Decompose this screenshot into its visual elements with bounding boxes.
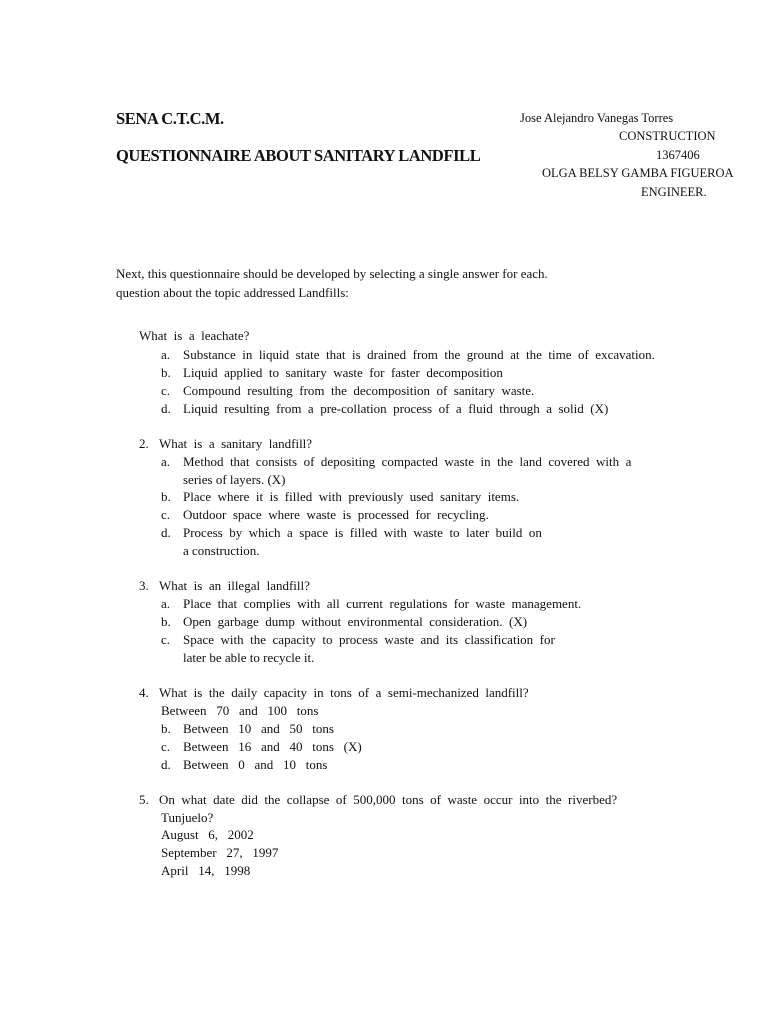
question-5: On what date did the collapse of 500,000 tons of waste occur into the riverbed? (159, 792, 618, 807)
q4-option-d-label: d. (161, 757, 171, 772)
document-subtitle: QUESTIONNAIRE ABOUT SANITARY LANDFILL (116, 146, 481, 165)
q4-option-c: Between 16 and 40 tons (X) (183, 739, 362, 754)
q2-option-b-label: b. (161, 489, 171, 504)
document-title: SENA C.T.C.M. (116, 109, 224, 128)
question-3: What is an illegal landfill? (159, 578, 310, 593)
q4-option-b: Between 10 and 50 tons (183, 721, 334, 736)
q2-option-b: Place where it is filled with previously used sanitary items. (183, 489, 520, 504)
q2-option-d-line-2: a construction. (183, 543, 260, 558)
q2-option-c: Outdoor space where waste is processed for recycling. (183, 507, 489, 522)
course-code: 1367406 (656, 148, 700, 162)
q4-option-c-label: c. (161, 739, 171, 754)
q1-option-d-label: d. (161, 401, 171, 416)
intro-line-1: Next, this questionnaire should be developed by selecting a single answer for each. (116, 266, 548, 281)
q2-option-d-line-1: Process by which a space is filled with waste to later build on (183, 525, 542, 540)
q3-number: 3. (139, 578, 149, 593)
instructor-name: OLGA BELSY GAMBA FIGUEROA (542, 166, 734, 180)
q2-number: 2. (139, 436, 149, 451)
q5-option-b: September 27, 1997 (161, 845, 279, 860)
q2-option-a-line-2: series of layers. (X) (183, 472, 286, 487)
q1-option-d: Liquid resulting from a pre-collation process of a fluid through a solid (X) (183, 401, 609, 416)
q4-option-b-label: b. (161, 721, 171, 736)
intro-line-2: question about the topic addressed Landfills: (116, 285, 349, 300)
q3-option-b: Open garbage dump without environmental consideration. (X) (183, 614, 528, 629)
q1-option-a: Substance in liquid state that is drained from the ground at the time of excavation. (183, 347, 655, 362)
q3-option-a-label: a. (161, 596, 171, 611)
instructor-role: ENGINEER. (641, 185, 707, 199)
q3-option-c-label: c. (161, 632, 171, 647)
q2-option-c-label: c. (161, 507, 171, 522)
q1-option-a-label: a. (161, 347, 171, 362)
q1-option-b-label: b. (161, 365, 171, 380)
q3-option-c-line-1: Space with the capacity to process waste and its classification for (183, 632, 555, 647)
q1-option-c: Compound resulting from the decomposition of sanitary waste. (183, 383, 535, 398)
program-name: CONSTRUCTION (619, 129, 716, 143)
question-4: What is the daily capacity in tons of a semi-mechanized landfill? (159, 685, 529, 700)
q2-option-d-label: d. (161, 525, 171, 540)
q2-option-a-line-1: Method that consists of depositing compacted waste in the land covered with a (183, 454, 632, 469)
q5-option-c: April 14, 1998 (161, 863, 251, 878)
q2-option-a-label: a. (161, 454, 171, 469)
q4-option-d: Between 0 and 10 tons (183, 757, 328, 772)
q5-option-a: August 6, 2002 (161, 827, 254, 842)
q1-option-c-label: c. (161, 383, 171, 398)
question-2: What is a sanitary landfill? (159, 436, 313, 451)
q4-option-a: Between 70 and 100 tons (161, 703, 319, 718)
q3-option-b-label: b. (161, 614, 171, 629)
q3-option-c-line-2: later be able to recycle it. (183, 650, 315, 665)
q1-option-b: Liquid applied to sanitary waste for faster decomposition (183, 365, 503, 380)
q5-number: 5. (139, 792, 149, 807)
q3-option-a: Place that complies with all current regulations for waste management. (183, 596, 582, 611)
question-1: What is a leachate? (139, 328, 250, 343)
author-name: Jose Alejandro Vanegas Torres (520, 111, 674, 125)
question-5-line-2: Tunjuelo? (161, 810, 214, 825)
q4-number: 4. (139, 685, 149, 700)
